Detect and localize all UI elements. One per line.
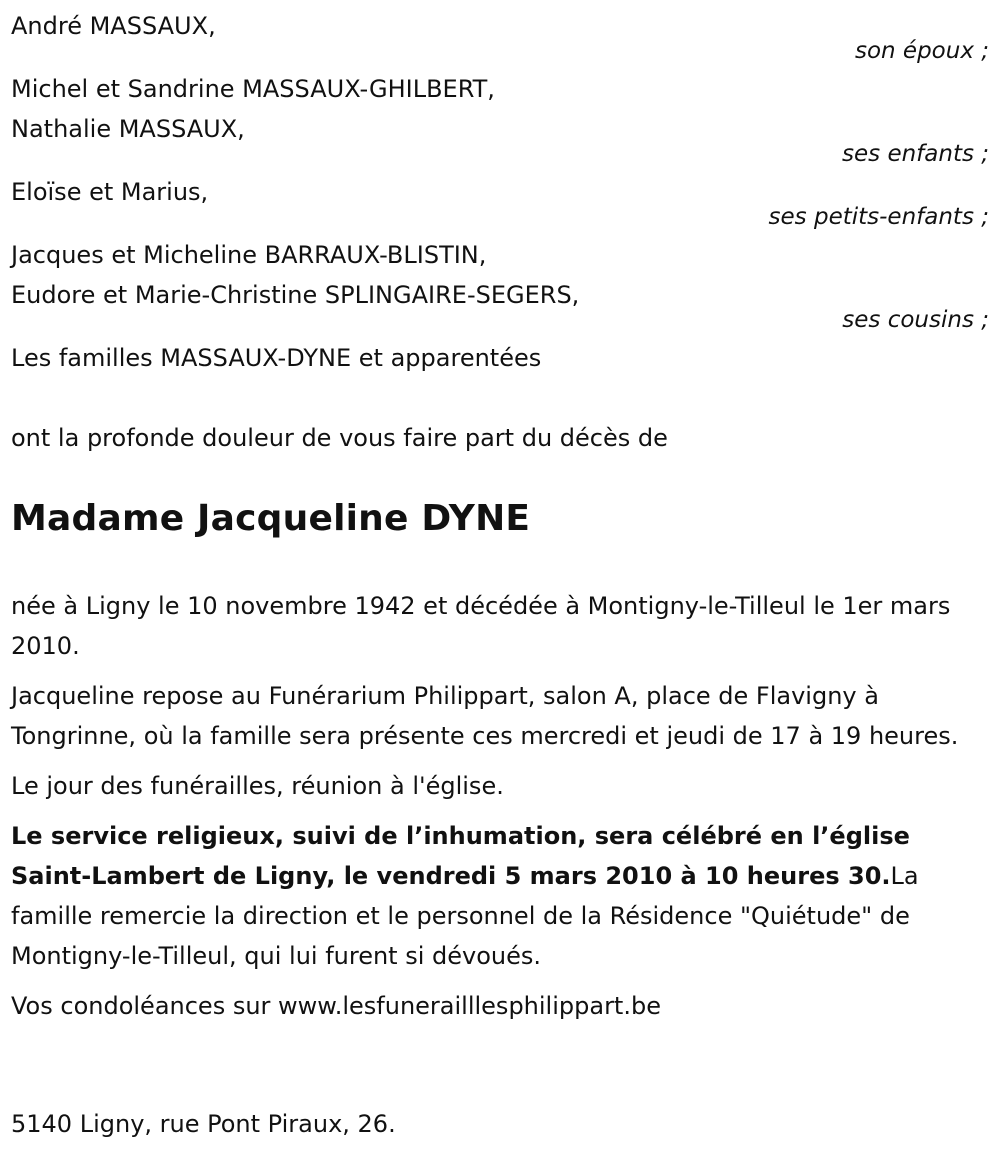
visitation-paragraph: Jacqueline repose au Funérarium Philippart, salon A, place de Flavigny à Tongrinne, où la famille sera présente ces mercredi et jeudi de 17 à 19 heures. [11,682,959,750]
funeral-day-paragraph: Le jour des funérailles, réunion à l'église. [11,772,504,800]
address-line: 5140 Ligny, rue Pont Piraux, 26. [11,1110,396,1138]
mourner-line: Jacques et Micheline BARRAUX-BLISTIN, [11,241,487,269]
mourner-line: Michel et Sandrine MASSAUX-GHILBERT, [11,75,495,103]
mourner-line: Nathalie MASSAUX, [11,115,245,143]
mourner-line: Eloïse et Marius, [11,178,209,206]
mourner-role: ses petits-enfants ; [768,204,989,230]
deceased-name: Madame Jacqueline DYNE [11,498,531,539]
mourner-line: Eudore et Marie-Christine SPLINGAIRE-SEGERS, [11,281,580,309]
service-paragraph [11,816,989,976]
service-details: Le service religieux, suivi de l’inhumation, sera célébré en l’église Saint-Lambert de Ligny, le vendredi 5 mars 2010 à 10 heures 30. [11,822,910,890]
families-line: Les familles MASSAUX-DYNE et apparentées [11,344,542,372]
mourner-line: André MASSAUX, [11,12,216,40]
mourner-role: ses enfants ; [842,141,989,167]
mourner-role: son époux ; [854,38,989,64]
announcement-line: ont la profonde douleur de vous faire part du décès de [11,424,668,452]
mourner-role: ses cousins ; [842,307,989,333]
birth-death-paragraph: née à Ligny le 10 novembre 1942 et décédée à Montigny-le-Tilleul le 1er mars 2010. [11,592,951,660]
thanks-text: La famille remercie la direction et le personnel de la Résidence "Quiétude" de Montigny-le-Tilleul, qui lui furent si dévoués. [11,862,919,970]
condolences-paragraph: Vos condoléances sur www.lesfunerailllesphilippart.be [11,992,661,1020]
notice-body [11,586,989,1026]
